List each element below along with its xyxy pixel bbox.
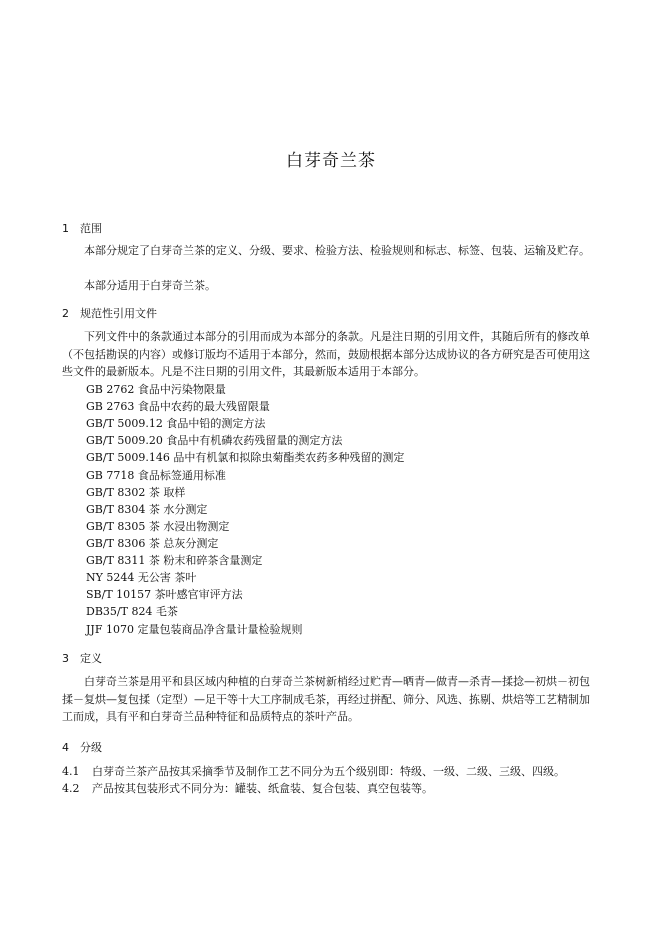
section-number: 1 [62,222,69,235]
reference-item: GB/T 5009.12 食品中铅的测定方法 [86,417,266,430]
reference-item: GB/T 8304 茶 水分测定 [86,503,208,516]
section-title: 规范性引用文件 [80,307,157,320]
clause-4-2 [62,780,433,796]
clause-number: 4.2 [62,782,80,795]
section-2-heading [62,305,157,321]
section-number: 4 [62,741,69,754]
reference-item: NY 5244 无公害 茶叶 [86,571,197,584]
section-number: 3 [62,652,69,665]
clause-number: 4.1 [62,765,80,778]
reference-item: GB 7718 食品标签通用标准 [86,469,226,482]
reference-item: GB/T 8305 茶 水浸出物测定 [86,520,230,533]
section-4-heading [62,739,102,755]
clause-text: 白芽奇兰茶产品按其采摘季节及制作工艺不同分为五个级别即：特级、一级、二级、三级、四级。 [92,765,565,778]
reference-item: GB 2762 食品中污染物限量 [86,383,226,396]
scope-paragraph: 本部分规定了白芽奇兰茶的定义、分级、要求、检验方法、检验规则和标志、标签、包装、运输及贮存。 [84,244,590,257]
section-title: 定义 [80,652,102,665]
references-intro: 下列文件中的条款通过本部分的引用而成为本部分的条款。凡是注日期的引用文件，其随后所有的修改单（不包括勘误的内容）或修订版均不适用于本部分，然而，鼓励根据本部分达成协议的各方研究是否可使用这些文件的最新版本。凡是不注日期的引用文件，其最新版本适用于本部分。 [62,330,590,378]
reference-item: JJF 1070 定量包装商品净含量计量检验规则 [86,623,303,636]
section-3-heading [62,650,102,666]
section-1-heading [62,220,102,236]
reference-item: GB/T 5009.146 品中有机氯和拟除虫菊酯类农药多种残留的测定 [86,451,405,464]
section-number: 2 [62,307,69,320]
scope-applicability: 本部分适用于白芽奇兰茶。 [84,279,216,292]
document-title: 白芽奇兰茶 [286,151,376,171]
section-title: 范围 [80,222,102,235]
clause-4-1 [62,763,565,779]
reference-item: GB 2763 食品中农药的最大残留限量 [86,400,270,413]
reference-item: GB/T 8311 茶 粉末和碎茶含量测定 [86,554,263,567]
definition-paragraph: 白芽奇兰茶是用平和县区域内种植的白芽奇兰茶树新梢经过贮青—晒青—做青—杀青—揉捻—初烘－初包揉－复烘—复包揉（定型）—足干等十大工序制成毛茶，再经过拼配、筛分、风选、拣剔、烘焙等工艺精制加工而成，具有平和白芽奇兰品种特征和品质特点的茶叶产品。 [62,675,590,723]
clause-text: 产品按其包装形式不同分为：罐装、纸盒装、复合包装、真空包装等。 [92,782,433,795]
section-title: 分级 [80,741,102,754]
reference-item: GB/T 8306 茶 总灰分测定 [86,537,219,550]
reference-item: GB/T 8302 茶 取样 [86,486,186,499]
reference-item: SB/T 10157 茶叶感官审评方法 [86,588,243,601]
reference-item: DB35/T 824 毛茶 [86,605,178,618]
reference-item: GB/T 5009.20 食品中有机磷农药残留量的测定方法 [86,434,343,447]
